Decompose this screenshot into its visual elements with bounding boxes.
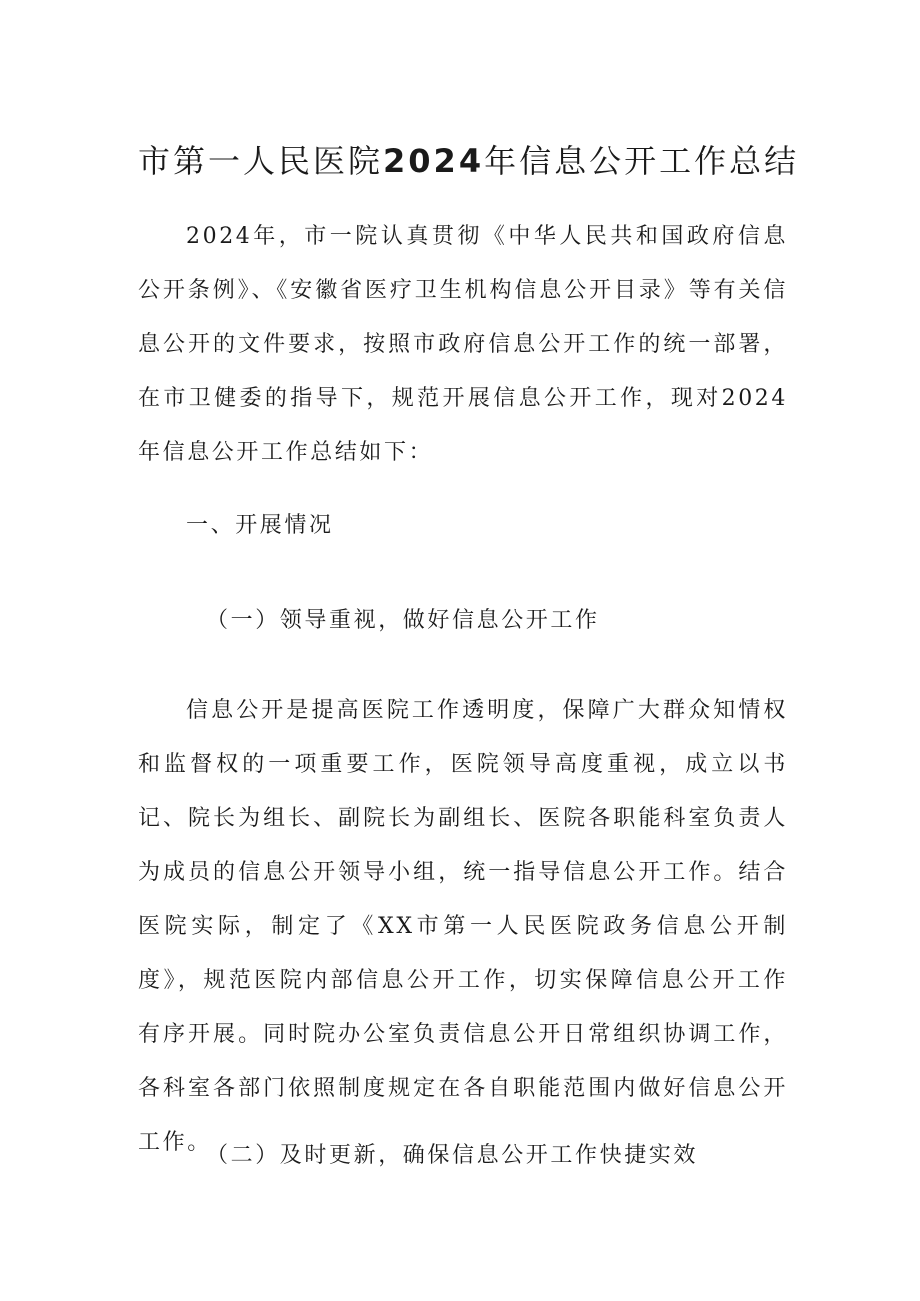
subsection-heading-2: （二）及时更新，确保信息公开工作快捷实效: [206, 1143, 699, 1168]
document-title: [138, 138, 818, 184]
intro-paragraph: 2024年，市一院认真贯彻《中华人民共和国政府信息公开条例》、《安徽省医疗卫生机构信息公开目录》等有关信息公开的文件要求，按照市政府信息公开工作的统一部署，在市卫健委的指导下，规范开展信息公开工作，现对2024年信息公开工作总结如下：: [138, 224, 788, 465]
section-heading-1: 一、开展情况: [186, 513, 334, 538]
title-prefix: 市第一人民医院: [138, 142, 384, 180]
title-year: 2024: [383, 142, 485, 180]
subsection-1-paragraph: 信息公开是提高医院工作透明度，保障广大群众知情权和监督权的一项重要工作，医院领导高度重视，成立以书记、院长为组长、副院长为副组长、医院各职能科室负责人为成员的信息公开领导小组，统一指导信息公开工作。结合医院实际，制定了《XX市第一人民医院政务信息公开制度》，规范医院内部信息公开工作，切实保障信息公开工作有序开展。同时院办公室负责信息公开日常组织协调工作，各科室各部门依照制度规定在各自职能范围内做好信息公开工作。: [138, 698, 788, 1155]
title-suffix: 年信息公开工作总结: [484, 142, 800, 180]
subsection-heading-1: （一）领导重视，做好信息公开工作: [206, 608, 600, 633]
